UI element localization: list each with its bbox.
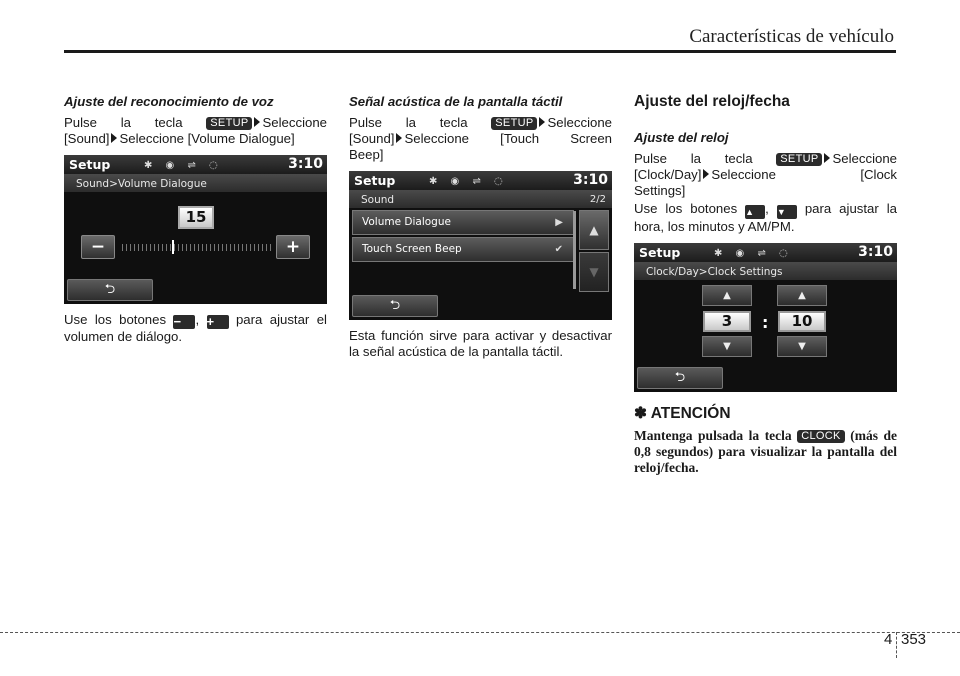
screen-breadcrumb: Sound>Volume Dialogue bbox=[76, 178, 207, 190]
screen-clock: 3:10 bbox=[288, 156, 323, 172]
volume-value: 15 bbox=[178, 206, 214, 229]
column-voice-volume bbox=[64, 94, 327, 345]
up-key-icon: ▲ bbox=[745, 205, 765, 219]
section-title: Ajuste del reconocimiento de voz bbox=[64, 94, 274, 109]
back-button[interactable]: ⮌ bbox=[637, 367, 723, 389]
hour-value: 3 bbox=[703, 311, 751, 332]
screen-clock: 3:10 bbox=[858, 244, 893, 260]
menu-item-touch-screen-beep[interactable] bbox=[352, 237, 574, 262]
button-usage-text: Use los botones − , + para ajustar el bbox=[64, 312, 327, 329]
column-touch-beep bbox=[349, 94, 612, 360]
column-clock bbox=[634, 94, 897, 476]
attention-title: ✽ ATENCIÓN bbox=[634, 405, 731, 422]
button-usage-text-2: hora, los minutos y AM/PM. bbox=[634, 219, 795, 234]
section-title: Señal acústica de la pantalla táctil bbox=[349, 94, 563, 109]
instruction-text-3: Beep] bbox=[349, 147, 384, 162]
instruction-text: Pulse la tecla SETUP Seleccione bbox=[64, 115, 327, 130]
instruction-text-3: Settings] bbox=[634, 183, 686, 198]
status-icons: ✱ ◉ ⇌ ◌ bbox=[144, 160, 223, 171]
screen-sound-menu bbox=[349, 171, 612, 320]
running-header: Características de vehículo bbox=[689, 26, 894, 47]
clock-key-badge: CLOCK bbox=[797, 430, 844, 443]
arrow-right-icon bbox=[396, 133, 402, 143]
instruction-text: Pulse la tecla SETUP Seleccione bbox=[349, 115, 612, 130]
button-usage-text: Use los botones ▲ , ▼ para ajustar la bbox=[634, 201, 897, 217]
minus-key-icon: − bbox=[173, 315, 195, 329]
screen-subbar bbox=[349, 190, 612, 208]
minute-up-button[interactable]: ▲ bbox=[777, 285, 827, 306]
setup-key-badge: SETUP bbox=[206, 117, 252, 130]
screen-breadcrumb: Clock/Day>Clock Settings bbox=[646, 266, 783, 278]
screen-volume-dialogue bbox=[64, 155, 327, 304]
section-title: Ajuste del reloj/fecha bbox=[634, 93, 790, 110]
setup-key-badge: SETUP bbox=[776, 153, 822, 166]
screen-clock-settings bbox=[634, 243, 897, 392]
scroll-down-button[interactable]: ▼ bbox=[579, 252, 609, 292]
time-colon: : bbox=[762, 313, 769, 332]
instruction-text: Pulse la tecla SETUP Seleccione bbox=[634, 151, 897, 166]
screen-topbar bbox=[64, 155, 327, 174]
scrollbar[interactable] bbox=[573, 211, 576, 289]
arrow-right-icon bbox=[824, 153, 830, 163]
screen-subbar bbox=[634, 262, 897, 280]
subsection-title: Ajuste del reloj bbox=[634, 130, 729, 145]
page-number: 353 bbox=[901, 631, 927, 648]
arrow-right-icon bbox=[703, 169, 709, 179]
status-icons: ✱ ◉ ⇌ ◌ bbox=[714, 248, 793, 259]
instruction-text-2: [Sound] Seleccione [Volume Dialogue] bbox=[64, 131, 295, 146]
volume-scale bbox=[122, 244, 272, 251]
screen-topbar bbox=[349, 171, 612, 190]
screen-title: Setup bbox=[69, 157, 111, 172]
back-button[interactable]: ⮌ bbox=[352, 295, 438, 317]
footer-rule bbox=[0, 632, 960, 633]
instruction-text-2: [Sound] Seleccione [Touch Screen bbox=[349, 131, 612, 146]
back-button[interactable]: ⮌ bbox=[67, 279, 153, 301]
screen-title: Setup bbox=[354, 173, 396, 188]
scroll-up-button[interactable]: ▲ bbox=[579, 210, 609, 250]
setup-key-badge: SETUP bbox=[491, 117, 537, 130]
menu-item-volume-dialogue[interactable] bbox=[352, 210, 574, 235]
hour-up-button[interactable]: ▲ bbox=[702, 285, 752, 306]
volume-minus-button[interactable]: − bbox=[81, 235, 115, 259]
check-icon: ✔ bbox=[554, 244, 563, 255]
menu-item-label: Touch Screen Beep bbox=[362, 243, 462, 255]
volume-scale-marker bbox=[172, 240, 174, 254]
down-key-icon: ▼ bbox=[777, 205, 797, 219]
screen-title: Setup bbox=[639, 245, 681, 260]
arrow-right-icon bbox=[111, 133, 117, 143]
page-separator bbox=[896, 632, 897, 658]
volume-plus-button[interactable]: + bbox=[276, 235, 310, 259]
minute-value: 10 bbox=[778, 311, 826, 332]
chevron-right-icon: ▶ bbox=[555, 217, 563, 228]
screen-breadcrumb: Sound bbox=[361, 194, 395, 206]
minute-down-button[interactable]: ▼ bbox=[777, 336, 827, 357]
instruction-text-2: [Clock/Day] Seleccione [Clock bbox=[634, 167, 897, 182]
screen-subbar bbox=[64, 174, 327, 192]
plus-key-icon: + bbox=[207, 315, 229, 329]
chapter-number: 4 bbox=[884, 631, 893, 648]
header-rule bbox=[64, 50, 896, 53]
screen-topbar bbox=[634, 243, 897, 262]
page-indicator: 2/2 bbox=[589, 194, 606, 205]
attention-text: Mantenga pulsada la tecla CLOCK (más de 0,8 segundos) para visualizar la pantalla del reloj/fecha. bbox=[634, 428, 898, 475]
hour-down-button[interactable]: ▼ bbox=[702, 336, 752, 357]
button-usage-text-2: volumen de diálogo. bbox=[64, 329, 183, 344]
description-text: Esta función sirve para activar y desactivar la señal acústica de la pantalla táctil. bbox=[349, 328, 612, 359]
screen-clock: 3:10 bbox=[573, 172, 608, 188]
status-icons: ✱ ◉ ⇌ ◌ bbox=[429, 176, 508, 187]
arrow-right-icon bbox=[539, 117, 545, 127]
menu-item-label: Volume Dialogue bbox=[362, 216, 451, 228]
arrow-right-icon bbox=[254, 117, 260, 127]
